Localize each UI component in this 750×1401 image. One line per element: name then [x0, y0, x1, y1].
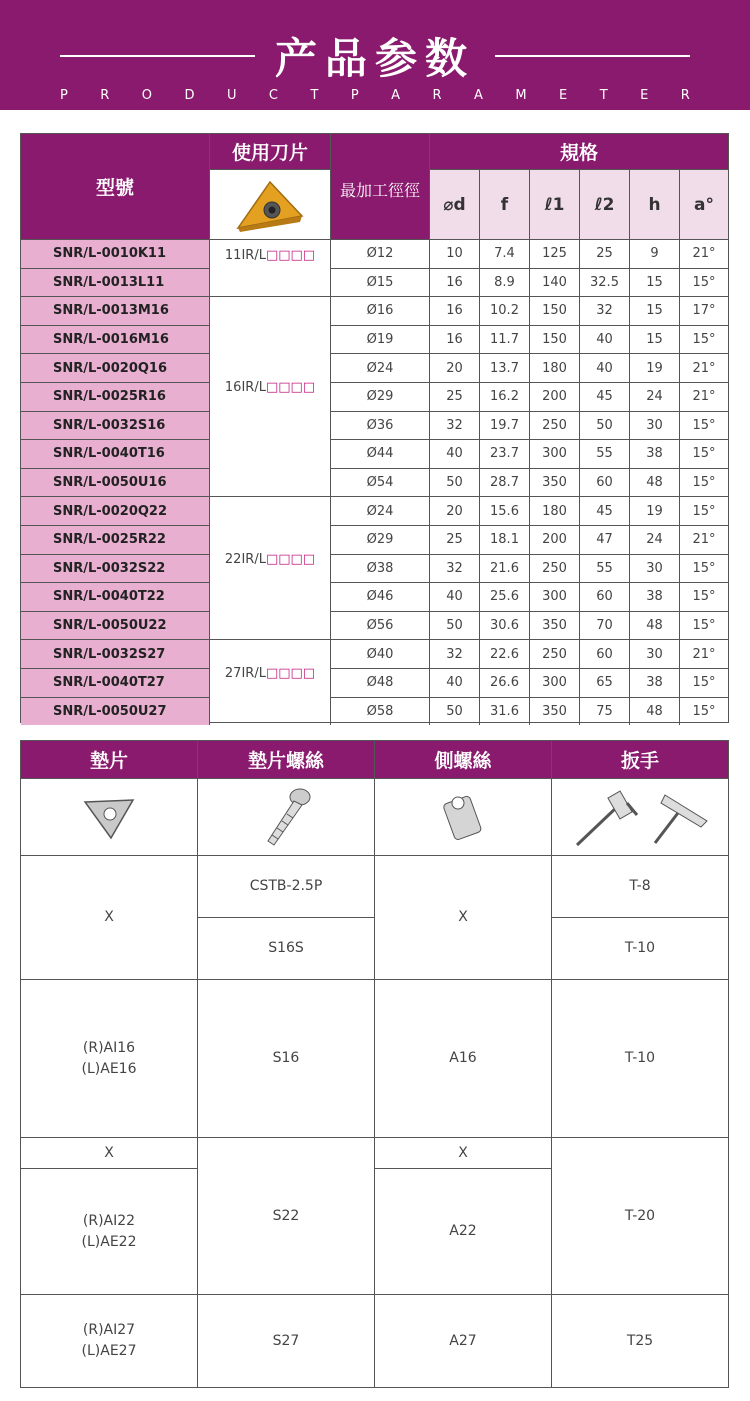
- insert-label: 27IR/L: [224, 666, 266, 682]
- spec-cell-h: 38: [629, 668, 679, 697]
- spec-cell-d: 25: [429, 525, 479, 554]
- subtitle-letter: T: [599, 88, 608, 103]
- insert-group-cell: [209, 296, 330, 496]
- insert-group-cell: [209, 496, 330, 639]
- spec-cell-a: 15°: [679, 496, 728, 525]
- spec-cell-f: 28.7: [479, 468, 529, 497]
- model-cell: SNR/L-0032S27: [21, 639, 209, 668]
- spec-cell-d: 50: [429, 468, 479, 497]
- spec-cell-f: 25.6: [479, 582, 529, 611]
- spec-cell-h: 19: [629, 353, 679, 382]
- spec-cell-l2: 60: [579, 582, 629, 611]
- subtitle-letter: R: [680, 88, 690, 103]
- model-cell: SNR/L-0050U16: [21, 468, 209, 497]
- model-cell: SNR/L-0025R22: [21, 525, 209, 554]
- bore-cell: Ø24: [330, 353, 429, 382]
- spec-cell-f: 23.7: [479, 439, 529, 468]
- shim-screw-cell-text: S16: [272, 1050, 300, 1066]
- spec-cell-l2: 65: [579, 668, 629, 697]
- spec-cell-d: 40: [429, 439, 479, 468]
- shim-header: 墊片: [21, 741, 197, 778]
- spec-cell-h: 48: [629, 468, 679, 497]
- shim-cell-text: X: [104, 1144, 114, 1161]
- spec-cell-l1: 300: [529, 668, 579, 697]
- spec-cell-a: 21°: [679, 239, 728, 268]
- spec-cell-a: 15°: [679, 468, 728, 497]
- shim-cell-text: (R)AI27 (L)AE27: [81, 1322, 137, 1359]
- subtitle-letter: R: [432, 88, 442, 103]
- spec-cell-h: 9: [629, 239, 679, 268]
- spec-cell-l1: 140: [529, 268, 579, 297]
- bore-cell: Ø15: [330, 268, 429, 297]
- spec-cell-h: 15: [629, 268, 679, 297]
- spec-cell-d: 16: [429, 325, 479, 354]
- spec-cell-a: 15°: [679, 668, 728, 697]
- bore-cell: Ø29: [330, 525, 429, 554]
- spec-cell-f: 15.6: [479, 496, 529, 525]
- subtitle-letter: E: [559, 88, 568, 103]
- insert-label: 11IR/L: [224, 248, 266, 263]
- model-cell: SNR/L-0040T22: [21, 582, 209, 611]
- spec-cell-h: 24: [629, 382, 679, 411]
- spec-cell-l1: 150: [529, 296, 579, 325]
- side-screw-cell-text: A22: [449, 1223, 477, 1239]
- spec-col-l1: ℓ1: [529, 169, 579, 239]
- side-screw-cell-text: X: [458, 909, 468, 925]
- model-cell: SNR/L-0020Q22: [21, 496, 209, 525]
- spec-cell-a: 15°: [679, 325, 728, 354]
- side-screw-cell-text: A16: [449, 1050, 477, 1066]
- side-screw-cell-text: A27: [449, 1332, 477, 1349]
- subtitle-letter: D: [184, 88, 195, 103]
- insert-group-cell: [209, 639, 330, 725]
- spec-cell-f: 8.9: [479, 268, 529, 297]
- spec-cell-h: 38: [629, 582, 679, 611]
- insert-label: 16IR/L: [224, 380, 266, 396]
- spec-cell-d: 40: [429, 668, 479, 697]
- spec-header: 規格: [429, 134, 728, 169]
- spec-cell-d: 50: [429, 697, 479, 726]
- spec-cell-f: 26.6: [479, 668, 529, 697]
- insert-mark: □□□□: [265, 248, 316, 263]
- shim-screw-cell-text: CSTB-2.5P: [249, 878, 323, 894]
- side-screw-cell: [374, 1294, 551, 1387]
- model-header: 型號: [21, 134, 209, 239]
- shim-screw-icon: [256, 785, 316, 849]
- shim-screw-image-cell: [197, 778, 374, 855]
- spec-col-h: h: [629, 169, 679, 239]
- spec-cell-h: 15: [629, 296, 679, 325]
- shim-screw-cell: [197, 1294, 374, 1387]
- spec-cell-a: 21°: [679, 525, 728, 554]
- spec-cell-l1: 125: [529, 239, 579, 268]
- subtitle-letter: R: [100, 88, 110, 103]
- shim-screw-header: 墊片螺絲: [197, 741, 374, 778]
- shim-image-cell: [21, 778, 197, 855]
- banner-subtitle: [60, 88, 690, 103]
- spec-cell-l2: 45: [579, 382, 629, 411]
- bore-cell: Ø54: [330, 468, 429, 497]
- model-cell: SNR/L-0050U27: [21, 697, 209, 726]
- bore-cell: Ø58: [330, 697, 429, 726]
- spec-cell-l1: 300: [529, 439, 579, 468]
- spec-cell-a: 17°: [679, 296, 728, 325]
- spec-cell-l1: 350: [529, 697, 579, 726]
- spec-cell-f: 11.7: [479, 325, 529, 354]
- spec-cell-h: 24: [629, 525, 679, 554]
- subtitle-letter: T: [310, 88, 319, 103]
- model-cell: SNR/L-0032S16: [21, 411, 209, 440]
- bore-cell: Ø38: [330, 554, 429, 583]
- spec-cell-f: 13.7: [479, 353, 529, 382]
- shim-cell-text: (R)AI22 (L)AE22: [81, 1212, 137, 1250]
- wrench-cell-text: T-8: [629, 878, 651, 894]
- insert-label: 22IR/L: [224, 551, 266, 567]
- spec-cell-l2: 45: [579, 496, 629, 525]
- bore-cell: Ø40: [330, 639, 429, 668]
- side-screw-cell: [374, 1137, 551, 1168]
- spec-cell-l1: 350: [529, 468, 579, 497]
- spec-cell-d: 32: [429, 554, 479, 583]
- spec-cell-l2: 32: [579, 296, 629, 325]
- wrench-cell: [551, 855, 728, 917]
- shim-cell: [21, 1294, 197, 1387]
- subtitle-letter: A: [391, 88, 401, 103]
- spec-cell-l1: 300: [529, 582, 579, 611]
- page-title: 产品参数: [274, 34, 475, 83]
- shim-screw-cell: [197, 1137, 374, 1294]
- spec-cell-l2: 70: [579, 611, 629, 640]
- wrench-cell: [551, 917, 728, 979]
- spec-cell-a: 15°: [679, 411, 728, 440]
- shim-screw-cell: [197, 979, 374, 1137]
- model-cell: SNR/L-0050U22: [21, 611, 209, 640]
- spec-cell-d: 40: [429, 582, 479, 611]
- spec-cell-l2: 40: [579, 325, 629, 354]
- side-screw-cell: [374, 979, 551, 1137]
- insert-image-cell: [209, 169, 330, 239]
- wrench-cell-text: T-10: [624, 940, 656, 956]
- spec-cell-l1: 200: [529, 382, 579, 411]
- spec-col-d: ⌀d: [429, 169, 479, 239]
- bore-cell: Ø36: [330, 411, 429, 440]
- side-screw-cell-text: X: [458, 1144, 468, 1161]
- spec-cell-h: 48: [629, 697, 679, 726]
- wrench-cell: [551, 1294, 728, 1387]
- model-cell: SNR/L-0010K11: [21, 239, 209, 268]
- spec-col-f: f: [479, 169, 529, 239]
- spec-cell-f: 16.2: [479, 382, 529, 411]
- spec-cell-l2: 75: [579, 697, 629, 726]
- spec-cell-f: 18.1: [479, 525, 529, 554]
- bore-cell: Ø24: [330, 496, 429, 525]
- insert-mark: □□□□: [265, 551, 316, 567]
- subtitle-letter: O: [141, 88, 153, 103]
- wrench-cell-text: T-20: [624, 1207, 656, 1224]
- spec-cell-h: 48: [629, 611, 679, 640]
- subtitle-letter: C: [268, 88, 278, 103]
- bore-cell: Ø12: [330, 239, 429, 268]
- wrench-header: 扳手: [551, 741, 728, 778]
- spec-cell-a: 15°: [679, 554, 728, 583]
- subtitle-letter: U: [226, 88, 237, 103]
- wrench-cell-text: T25: [626, 1332, 654, 1349]
- spec-cell-a: 15°: [679, 268, 728, 297]
- model-cell: SNR/L-0040T16: [21, 439, 209, 468]
- spec-cell-a: 21°: [679, 353, 728, 382]
- spec-cell-l1: 250: [529, 639, 579, 668]
- model-cell: SNR/L-0020Q16: [21, 353, 209, 382]
- bore-cell: Ø29: [330, 382, 429, 411]
- side-screw-image-cell: [374, 778, 551, 855]
- bore-cell: Ø48: [330, 668, 429, 697]
- min-bore-header: 最加工徑徑: [330, 134, 429, 239]
- spec-cell-l1: 180: [529, 496, 579, 525]
- spec-cell-h: 19: [629, 496, 679, 525]
- spec-cell-a: 21°: [679, 382, 728, 411]
- shim-cell: [21, 979, 197, 1137]
- spec-cell-d: 32: [429, 411, 479, 440]
- spec-cell-a: 15°: [679, 582, 728, 611]
- shim-cell-text: X: [104, 909, 114, 925]
- spec-cell-d: 20: [429, 353, 479, 382]
- shim-screw-cell-text: S16S: [268, 940, 304, 956]
- model-cell: SNR/L-0013L11: [21, 268, 209, 297]
- spec-cell-a: 15°: [679, 697, 728, 726]
- spec-cell-l2: 50: [579, 411, 629, 440]
- wrench-image-cell: [551, 778, 728, 855]
- spec-cell-l1: 250: [529, 554, 579, 583]
- model-cell: SNR/L-0032S22: [21, 554, 209, 583]
- spec-cell-l1: 180: [529, 353, 579, 382]
- spec-cell-l1: 250: [529, 411, 579, 440]
- spec-cell-h: 30: [629, 411, 679, 440]
- spec-col-a: a°: [679, 169, 728, 239]
- spec-col-l2: ℓ2: [579, 169, 629, 239]
- spec-cell-d: 16: [429, 268, 479, 297]
- spec-cell-a: 15°: [679, 611, 728, 640]
- spec-cell-f: 7.4: [479, 239, 529, 268]
- spec-cell-f: 21.6: [479, 554, 529, 583]
- spec-cell-a: 21°: [679, 639, 728, 668]
- spec-cell-l2: 47: [579, 525, 629, 554]
- side-screw-cell: [374, 1168, 551, 1294]
- spec-cell-f: 31.6: [479, 697, 529, 726]
- spec-cell-l1: 200: [529, 525, 579, 554]
- spec-cell-d: 20: [429, 496, 479, 525]
- spec-cell-d: 32: [429, 639, 479, 668]
- subtitle-letter: M: [515, 88, 527, 103]
- shim-screw-cell: [197, 855, 374, 917]
- shim-icon: [79, 792, 139, 842]
- bore-cell: Ø19: [330, 325, 429, 354]
- bore-cell: Ø16: [330, 296, 429, 325]
- side-screw-icon: [438, 787, 488, 847]
- wrench-cell-text: T-10: [624, 1050, 656, 1066]
- shim-screw-cell-text: S22: [272, 1207, 300, 1224]
- spec-cell-l2: 40: [579, 353, 629, 382]
- insert-mark: □□□□: [265, 666, 316, 682]
- bore-cell: Ø46: [330, 582, 429, 611]
- bore-cell: Ø56: [330, 611, 429, 640]
- side-screw-header: 側螺絲: [374, 741, 551, 778]
- shim-screw-cell-text: S27: [272, 1332, 300, 1349]
- insert-icon: [230, 176, 310, 234]
- spec-cell-d: 25: [429, 382, 479, 411]
- spec-cell-d: 50: [429, 611, 479, 640]
- wrench-cell: [551, 1137, 728, 1294]
- spec-cell-l2: 32.5: [579, 268, 629, 297]
- spec-cell-f: 30.6: [479, 611, 529, 640]
- wrench-icon: [565, 785, 715, 849]
- spec-cell-l2: 60: [579, 639, 629, 668]
- spec-cell-a: 15°: [679, 439, 728, 468]
- spec-cell-h: 30: [629, 639, 679, 668]
- shim-cell: [21, 1137, 197, 1168]
- spec-cell-f: 19.7: [479, 411, 529, 440]
- parameter-table: [20, 133, 729, 723]
- spec-cell-l1: 150: [529, 325, 579, 354]
- subtitle-letter: P: [350, 88, 359, 103]
- model-cell: SNR/L-0040T27: [21, 668, 209, 697]
- shim-cell-text: (R)AI16 (L)AE16: [81, 1039, 137, 1077]
- spec-cell-l2: 60: [579, 468, 629, 497]
- spec-cell-f: 10.2: [479, 296, 529, 325]
- spec-cell-h: 38: [629, 439, 679, 468]
- subtitle-letter: E: [640, 88, 649, 103]
- subtitle-letter: A: [474, 88, 483, 103]
- spec-cell-f: 22.6: [479, 639, 529, 668]
- spec-cell-d: 10: [429, 239, 479, 268]
- accessory-table: [20, 740, 729, 1388]
- shim-screw-cell: [197, 917, 374, 979]
- spec-cell-h: 15: [629, 325, 679, 354]
- insert-mark: □□□□: [265, 380, 316, 396]
- spec-cell-l2: 25: [579, 239, 629, 268]
- model-cell: SNR/L-0013M16: [21, 296, 209, 325]
- spec-cell-l2: 55: [579, 554, 629, 583]
- shim-cell: [21, 1168, 197, 1294]
- spec-cell-l1: 350: [529, 611, 579, 640]
- insert-header: 使用刀片: [209, 134, 330, 169]
- side-screw-cell: [374, 855, 551, 979]
- subtitle-letter: P: [60, 88, 68, 103]
- shim-cell: [21, 855, 197, 979]
- spec-cell-d: 16: [429, 296, 479, 325]
- model-cell: SNR/L-0016M16: [21, 325, 209, 354]
- model-cell: SNR/L-0025R16: [21, 382, 209, 411]
- wrench-cell: [551, 979, 728, 1137]
- header-banner: [0, 0, 750, 110]
- bore-cell: Ø44: [330, 439, 429, 468]
- spec-cell-h: 30: [629, 554, 679, 583]
- insert-group-cell: [209, 239, 330, 296]
- spec-cell-l2: 55: [579, 439, 629, 468]
